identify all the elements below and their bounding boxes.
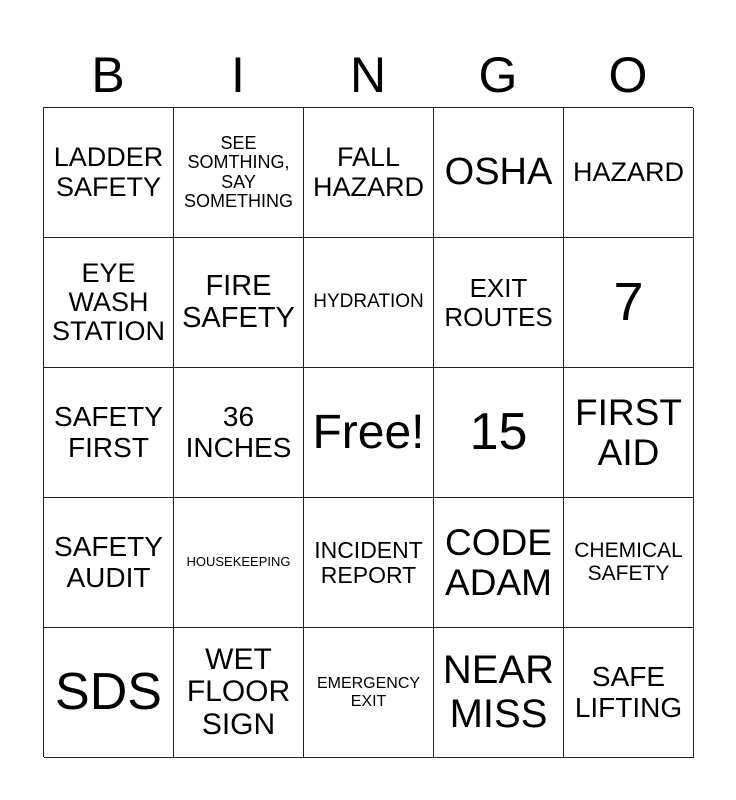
header-letter-i: I [231, 47, 245, 103]
bingo-cell[interactable] [174, 108, 304, 238]
bingo-cell[interactable] [434, 628, 564, 758]
bingo-cell[interactable] [564, 628, 694, 758]
bingo-cell[interactable] [304, 238, 434, 368]
bingo-cell-label: CODE ADAM [445, 521, 552, 603]
bingo-cell[interactable] [564, 108, 694, 238]
bingo-cell-label: SDS [55, 663, 162, 722]
bingo-cell-label: FALL HAZARD [312, 142, 424, 202]
bingo-cell-label: 7 [613, 272, 644, 333]
bingo-cell[interactable] [434, 108, 564, 238]
bingo-cell[interactable] [304, 368, 434, 498]
bingo-cell[interactable] [174, 368, 304, 498]
header-letter-b: B [91, 47, 125, 103]
bingo-cell[interactable] [174, 628, 304, 758]
bingo-cell-label: FIRST AID [575, 391, 682, 473]
bingo-cell[interactable] [174, 498, 304, 628]
bingo-header [43, 43, 693, 107]
bingo-board [43, 107, 693, 757]
bingo-cell-label: SAFETY AUDIT [54, 531, 163, 593]
bingo-cell[interactable] [434, 238, 564, 368]
bingo-cell[interactable] [564, 368, 694, 498]
header-letter-g: G [478, 47, 518, 103]
bingo-cell-label: EXIT ROUTES [444, 273, 553, 332]
bingo-cell-label: WET FLOOR SIGN [186, 642, 291, 741]
bingo-cell-label: HAZARD [572, 156, 684, 187]
bingo-cell[interactable] [44, 238, 174, 368]
bingo-cell-label: 36 INCHES [185, 401, 292, 463]
bingo-cell[interactable] [434, 498, 564, 628]
bingo-cell[interactable] [44, 498, 174, 628]
bingo-cell[interactable] [564, 498, 694, 628]
bingo-cell[interactable] [304, 498, 434, 628]
bingo-cell-label: SAFE LIFTING [574, 661, 683, 723]
bingo-cell-label: SEE SOMTHING, SAY SOMETHING [183, 132, 293, 211]
bingo-cell[interactable] [304, 628, 434, 758]
bingo-cell-label: CHEMICAL SAFETY [574, 538, 683, 585]
bingo-cell[interactable] [304, 108, 434, 238]
bingo-cell-label: EYE WASH STATION [52, 257, 165, 347]
bingo-cell[interactable] [44, 368, 174, 498]
bingo-cell-label: HOUSEKEEPING [186, 554, 291, 570]
bingo-cell-label: Free! [312, 405, 425, 459]
bingo-cell-label: EMERGENCY EXIT [316, 675, 421, 710]
bingo-cell-label: NEAR MISS [442, 648, 555, 736]
bingo-cell[interactable] [564, 238, 694, 368]
header-letter-n: N [349, 47, 387, 103]
bingo-cell[interactable] [174, 238, 304, 368]
bingo-cell-label: 15 [469, 403, 528, 462]
bingo-cell-label: FIRE SAFETY [182, 270, 295, 334]
bingo-cell-label: OSHA [444, 150, 553, 193]
bingo-cell[interactable] [44, 108, 174, 238]
bingo-cell[interactable] [44, 628, 174, 758]
bingo-cell-label: SAFETY FIRST [54, 401, 163, 463]
bingo-cell-label: INCIDENT REPORT [314, 536, 423, 588]
bingo-cell-label: HYDRATION [313, 291, 424, 313]
header-letter-o: O [608, 47, 648, 103]
bingo-cell-label: LADDER SAFETY [53, 142, 164, 202]
bingo-cell[interactable] [434, 368, 564, 498]
